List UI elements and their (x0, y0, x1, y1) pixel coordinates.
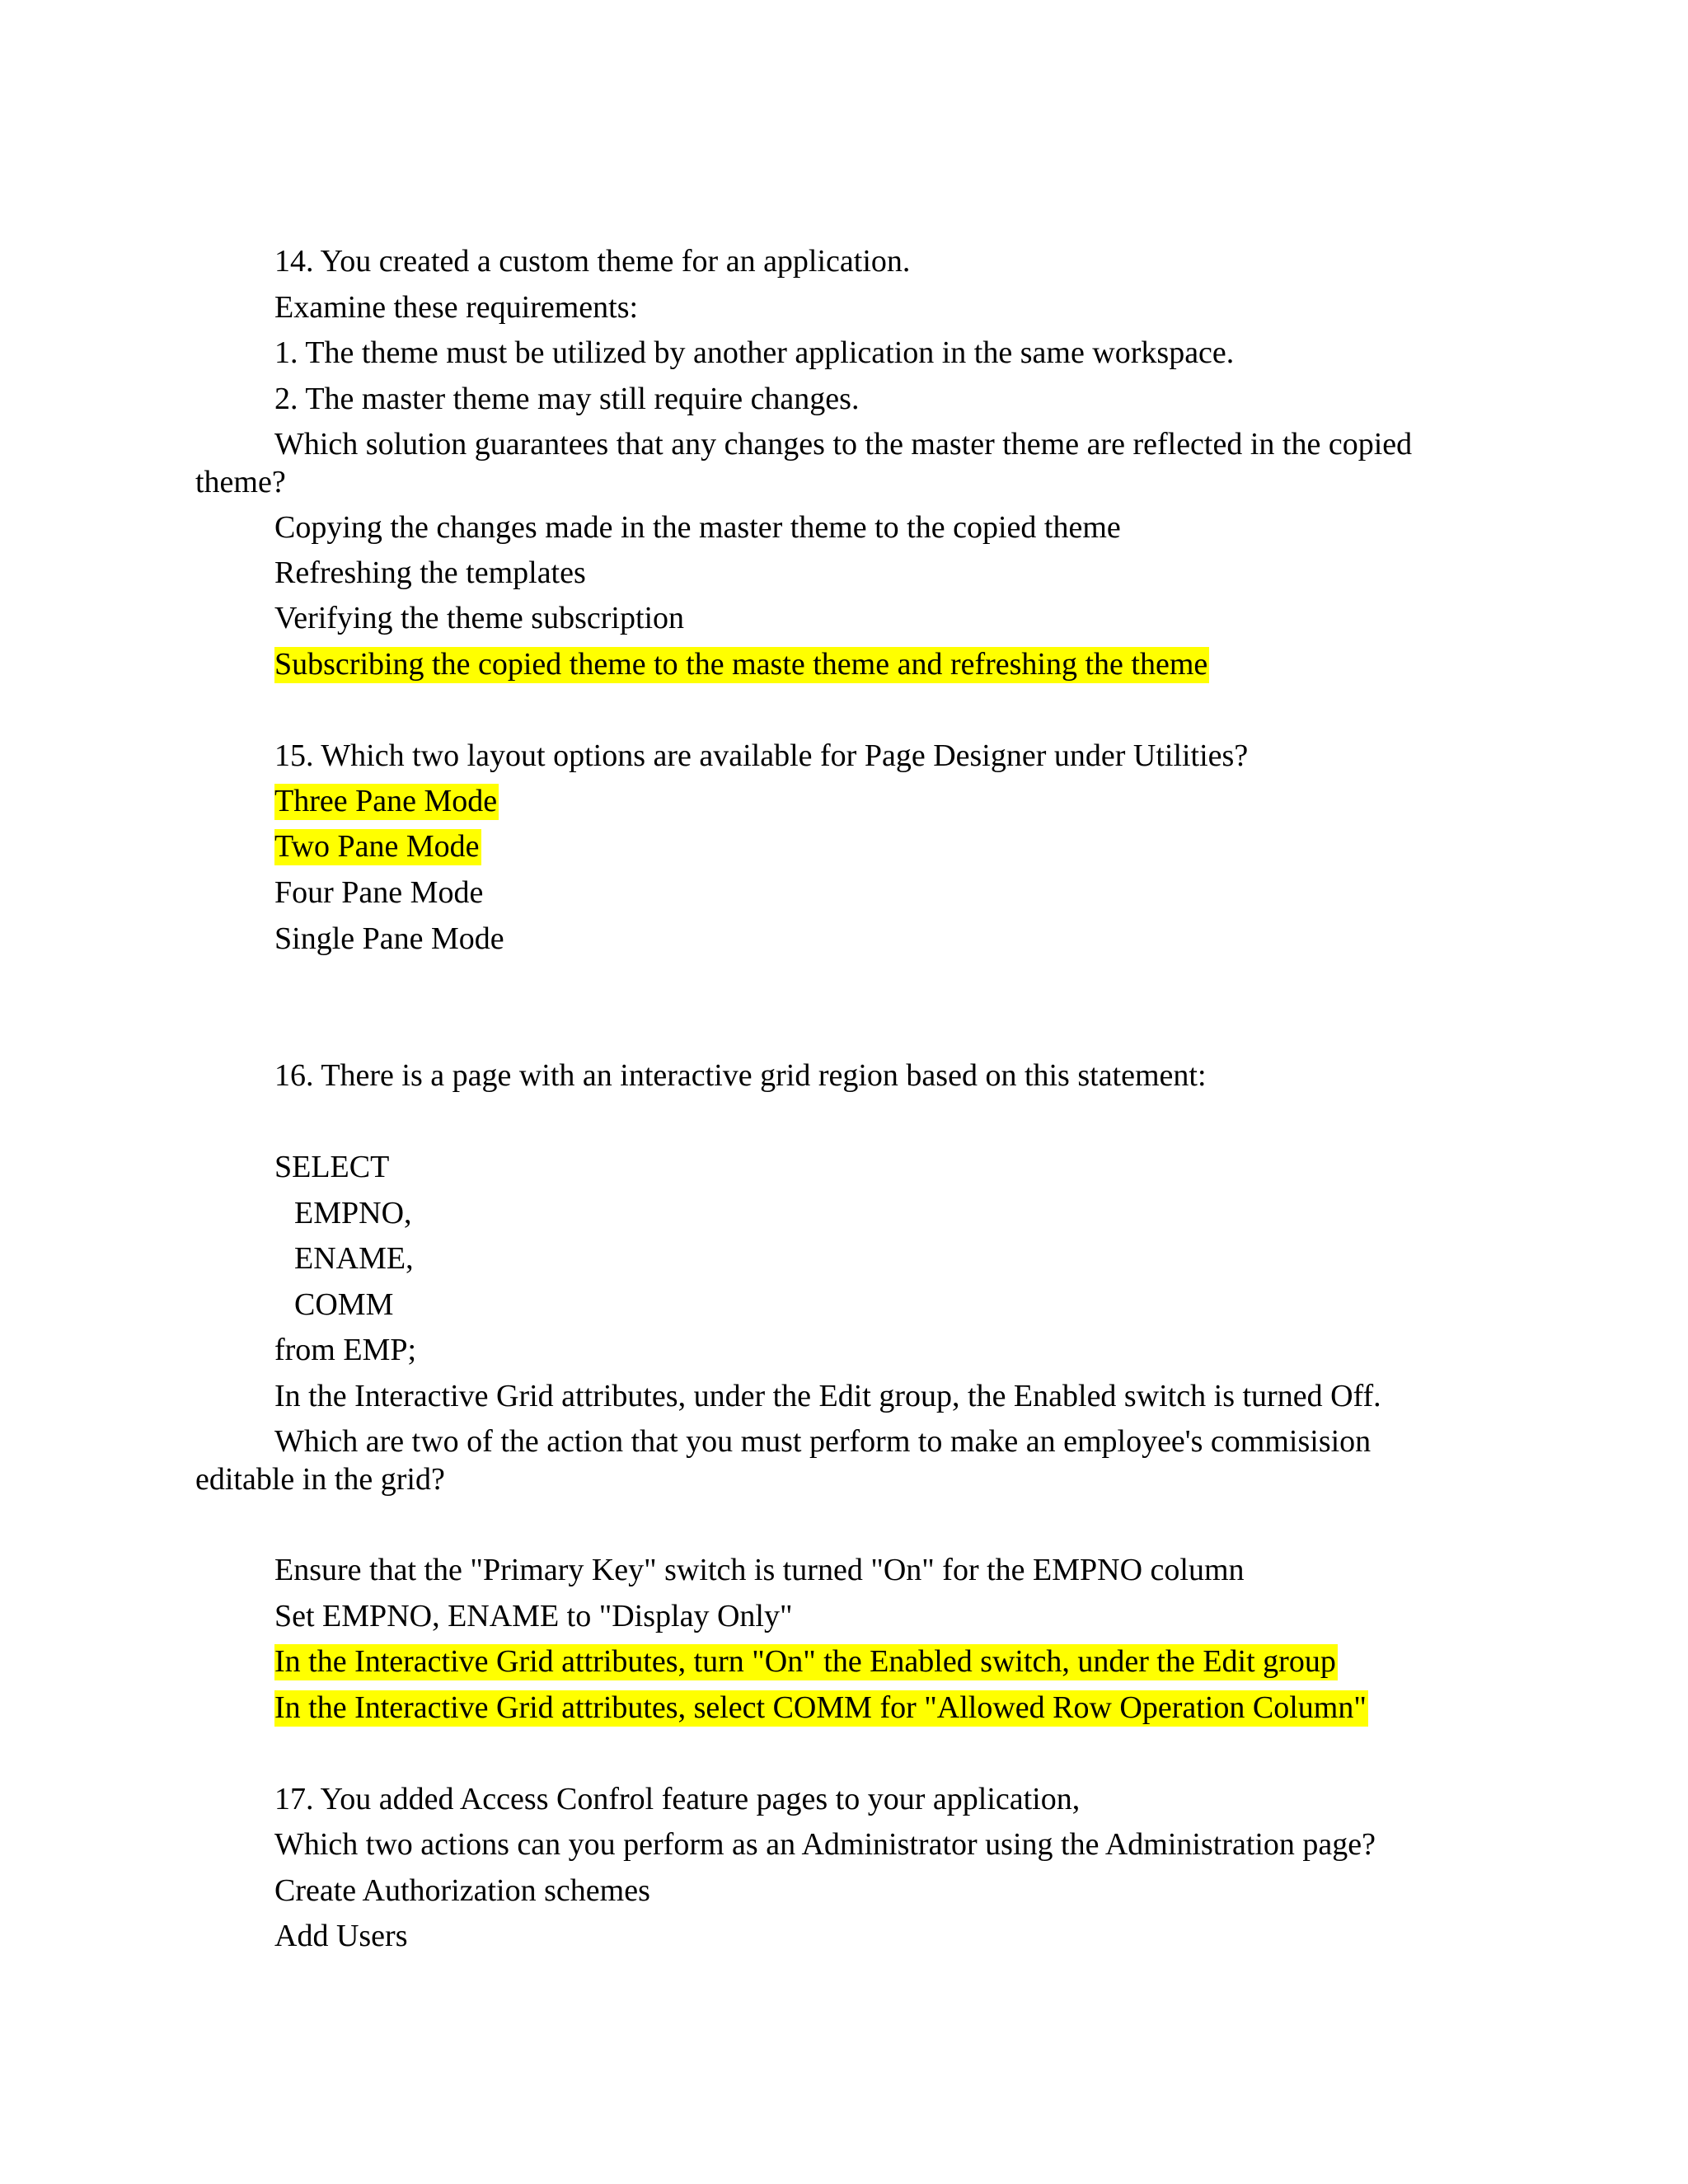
q16-option-4-highlighted (274, 1689, 1368, 1727)
q16-option-2: Set EMPNO, ENAME to "Display Only" (274, 1599, 793, 1633)
q16-option-1: Ensure that the "Primary Key" switch is turned "On" for the EMPNO column (274, 1553, 1245, 1587)
highlight-mark: Subscribing the copied theme to the maste theme and refreshing the theme (274, 647, 1208, 682)
highlight-mark: In the Interactive Grid attributes, select COMM for "Allowed Row Operation Column" (274, 1690, 1367, 1725)
q16-question-line-1: Which are two of the action that you must perform to make an employee's commisision (274, 1424, 1372, 1459)
q14-question-line-1: Which solution guarantees that any changes to the master theme are reflected in the copied (274, 427, 1413, 462)
q16-statement: In the Interactive Grid attributes, under the Edit group, the Enabled switch is turned Off. (274, 1379, 1381, 1413)
q14-requirement-1: 1. The theme must be utilized by another application in the same workspace. (274, 335, 1235, 370)
q16-code-line-4: COMM (294, 1287, 394, 1322)
q14-option-4-highlighted (274, 645, 1209, 683)
q14-intro: Examine these requirements: (274, 290, 639, 325)
q16-code-line-5: from EMP; (274, 1333, 417, 1367)
q17-option-2: Add Users (274, 1919, 408, 1953)
q14-requirement-2: 2. The master theme may still require changes. (274, 382, 860, 416)
q16-question-line-2: editable in the grid? (195, 1462, 445, 1497)
q16-code-line-1: SELECT (274, 1150, 390, 1184)
q14-option-2: Refreshing the templates (274, 555, 586, 590)
q16-code-line-2: EMPNO, (294, 1196, 412, 1230)
highlight-mark: In the Interactive Grid attributes, turn "On" the Enabled switch, under the Edit group (274, 1644, 1336, 1679)
q17-title: 17. You added Access Confrol feature pages to your application, (274, 1782, 1081, 1816)
q15-option-4: Single Pane Mode (274, 921, 504, 956)
q16-option-3-highlighted (274, 1643, 1338, 1680)
q14-question-line-2: theme? (195, 465, 286, 499)
q15-option-3: Four Pane Mode (274, 875, 484, 910)
q17-question: Which two actions can you perform as an Administrator using the Administration page? (274, 1827, 1376, 1862)
q14-title: 14. You created a custom theme for an application. (274, 244, 911, 279)
highlight-mark: Three Pane Mode (274, 784, 498, 818)
q15-option-2-highlighted (274, 827, 481, 865)
q16-code-line-3: ENAME, (294, 1241, 414, 1276)
highlight-mark: Two Pane Mode (274, 829, 480, 864)
q14-option-1: Copying the changes made in the master theme to the copied theme (274, 510, 1121, 545)
q16-title: 16. There is a page with an interactive grid region based on this statement: (274, 1058, 1207, 1093)
q15-title: 15. Which two layout options are available for Page Designer under Utilities? (274, 738, 1249, 773)
q14-option-3: Verifying the theme subscription (274, 601, 685, 635)
q17-option-1: Create Authorization schemes (274, 1873, 650, 1908)
q15-option-1-highlighted (274, 782, 499, 820)
